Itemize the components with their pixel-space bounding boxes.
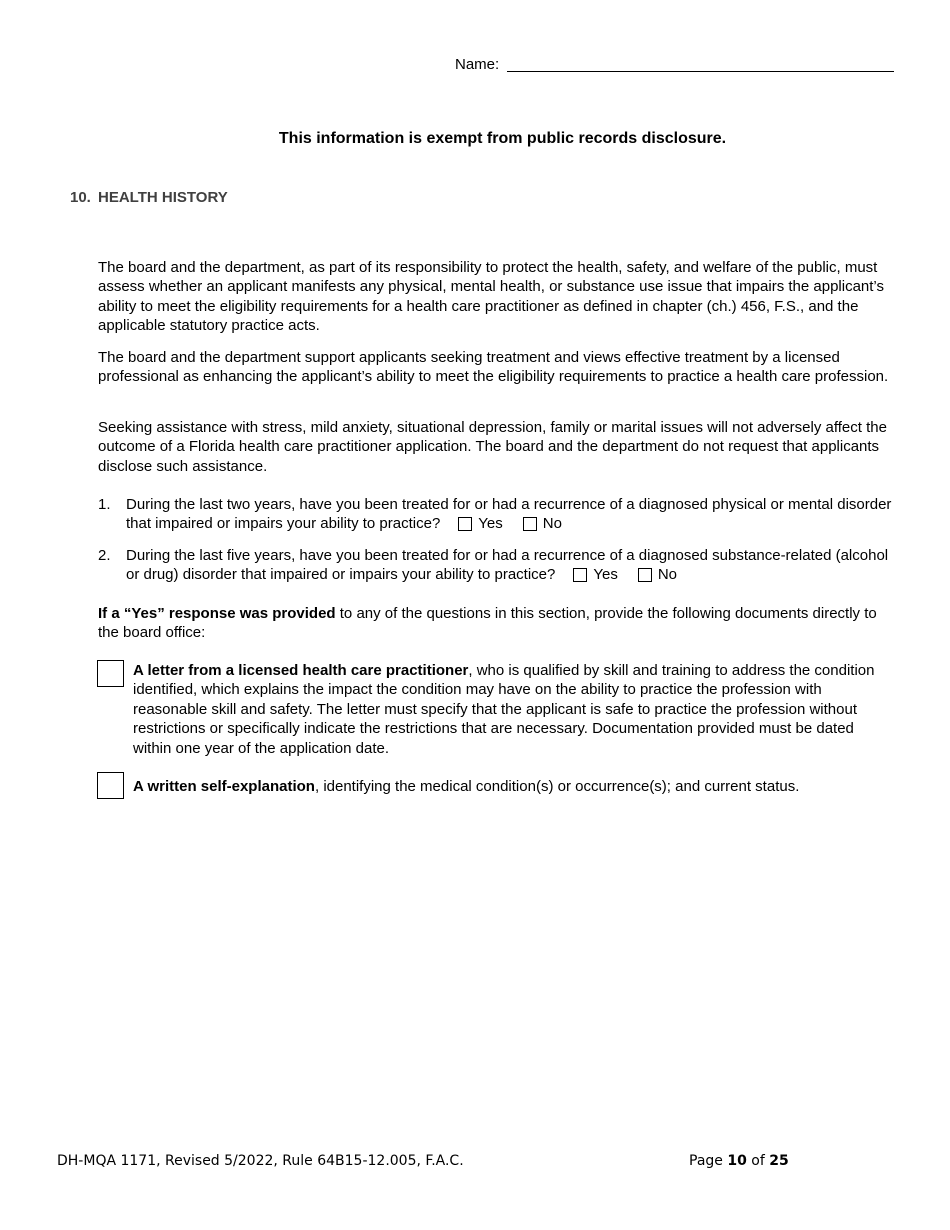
question-2-yes-checkbox[interactable] xyxy=(573,568,587,582)
yes-label: Yes xyxy=(478,515,503,533)
page-of: of xyxy=(751,1153,765,1169)
question-text-block xyxy=(126,495,896,534)
section-heading xyxy=(70,189,228,206)
paragraph-treatment: The board and the department support applicants seeking treatment and views effective treatment by a licensed professional as enhancing the applicant’s ability to meet the eligibility requirements to practice a health care profession. xyxy=(98,349,889,386)
name-label: Name: xyxy=(455,56,500,73)
question-1-yes-checkbox[interactable] xyxy=(458,517,472,531)
question-number: 1. xyxy=(98,496,111,513)
page-total: 25 xyxy=(769,1153,789,1169)
page-current: 10 xyxy=(727,1153,747,1169)
yes-label: Yes xyxy=(593,566,618,584)
instructions-rest: to any of the questions in this section, provide the following documents directly to the board office: xyxy=(98,605,877,642)
instructions xyxy=(98,604,896,643)
document-letter-text: , who is qualified by skill and training to address the condition identified, which explains the impact the condition may have on the ability to practice the profession with reasonable skill and safety. The letter must specify that the applicant is safe to practice the profession without restrictions or specifically indicate the restrictions that are necessary. Documentation provided must be dated within one year of the application date. xyxy=(133,662,875,757)
no-label: No xyxy=(542,515,562,533)
document-letter xyxy=(133,661,896,758)
question-1-no-checkbox[interactable] xyxy=(523,517,537,531)
section-number: 10. xyxy=(70,189,91,206)
document-self-explanation xyxy=(133,777,896,796)
document-letter-checkbox[interactable] xyxy=(97,660,124,687)
paragraph-responsibility: The board and the department, as part of its responsibility to protect the health, safety, and welfare of the public, must assess whether an applicant manifests any physical, mental health, or substance use issue that impairs the applicant’s ability to meet the eligibility requirements for a health care practitioner as defined in chapter (ch.) 456, F.S., and the applicable statutory practice acts. xyxy=(98,259,884,335)
name-field-line[interactable] xyxy=(507,71,894,72)
question-text-block xyxy=(126,546,896,585)
section-title: HEALTH HISTORY xyxy=(98,189,228,206)
question-2-no-checkbox[interactable] xyxy=(638,568,652,582)
question-number: 2. xyxy=(98,547,111,564)
document-self-explanation-text: , identifying the medical condition(s) or occurrence(s); and current status. xyxy=(314,778,800,795)
question-text: During the last two years, have you been treated for or had a recurrence of a diagnosed physical or mental disorder that impaired or impairs your ability to practice? xyxy=(126,496,892,533)
page-prefix: Page xyxy=(689,1153,723,1169)
paragraph-assistance: Seeking assistance with stress, mild anxiety, situational depression, family or marital issues will not adversely affect the outcome of a Florida health care practitioner application. The board and the department do not request that applicants disclose such assistance. xyxy=(98,419,887,475)
question-1 xyxy=(98,495,896,535)
footer-form-info: DH-MQA 1171, Revised 5/2022, Rule 64B15-12.005, F.A.C. xyxy=(57,1153,464,1169)
exempt-notice: This information is exempt from public records disclosure. xyxy=(278,130,727,147)
document-self-explanation-title: A written self-explanation xyxy=(133,778,315,795)
footer-page-number xyxy=(689,1153,789,1169)
instructions-bold: If a “Yes” response was provided xyxy=(98,605,336,622)
question-text: During the last five years, have you been treated for or had a recurrence of a diagnosed substance-related (alcohol or drug) disorder that impaired or impairs your ability to practice? xyxy=(126,547,889,584)
document-letter-title: A letter from a licensed health care practitioner xyxy=(133,662,469,679)
name-row xyxy=(455,56,895,76)
document-self-explanation-checkbox[interactable] xyxy=(97,772,124,799)
question-2 xyxy=(98,546,896,586)
no-label: No xyxy=(657,566,678,584)
